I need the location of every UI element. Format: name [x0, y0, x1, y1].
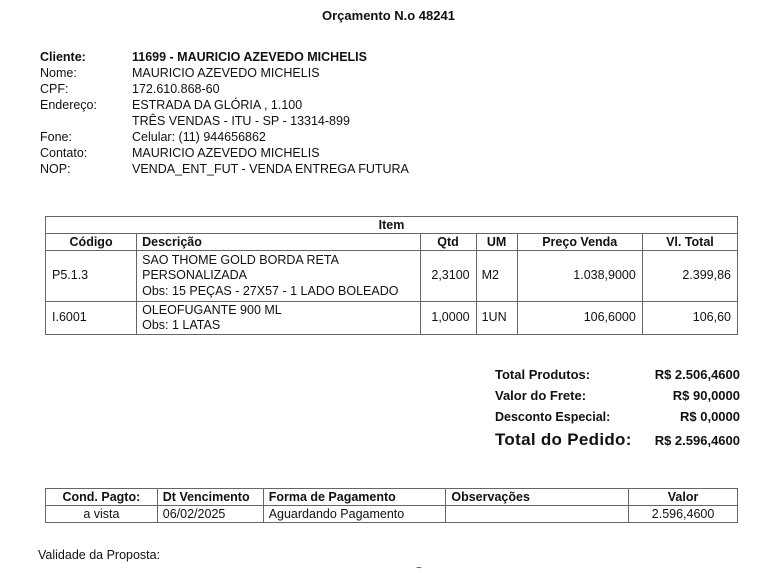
table-row — [46, 302, 738, 335]
item-total: 2.399,86 — [642, 251, 737, 302]
items-section-header — [46, 217, 738, 234]
payment-cond: a vista — [46, 506, 158, 523]
cpf-label: CPF: — [40, 82, 69, 96]
endereco-2-value: TRÊS VENDAS - ITU - SP - 13314-899 — [132, 114, 350, 128]
desconto-label: Desconto Especial: — [495, 410, 611, 424]
total-produtos-value: R$ 2.506,4600 — [654, 367, 740, 382]
col-valor: Valor — [629, 489, 738, 506]
client-row-contato — [40, 145, 409, 161]
valor-frete-value: R$ 90,0000 — [672, 388, 740, 403]
cpf-value: 172.610.868-60 — [132, 82, 220, 96]
table-row — [46, 251, 738, 302]
item-desc-obs: Obs: 1 LATAS — [142, 318, 221, 332]
desconto-row — [495, 409, 740, 430]
client-value: 11699 - MAURICIO AZEVEDO MICHELIS — [132, 50, 367, 64]
total-pedido-value: R$ 2.596,4600 — [654, 433, 740, 448]
client-label: Cliente: — [40, 50, 86, 64]
desconto-value: R$ 0,0000 — [680, 409, 740, 424]
client-row-nome — [40, 65, 409, 81]
nome-label: Nome: — [40, 66, 77, 80]
payment-headers — [46, 489, 738, 506]
item-codigo: P5.1.3 — [46, 251, 137, 302]
payment-forma: Aguardando Pagamento — [263, 506, 446, 523]
totals-block — [495, 367, 740, 456]
contato-value: MAURICIO AZEVEDO MICHELIS — [132, 146, 320, 160]
payment-obs — [446, 506, 629, 523]
table-row — [46, 506, 738, 523]
item-qtd: 1,0000 — [420, 302, 476, 335]
items-section-title: Item — [46, 217, 738, 234]
endereco-label: Endereço: — [40, 98, 97, 112]
fone-label: Fone: — [40, 130, 72, 144]
client-row-endereco-2 — [40, 113, 409, 129]
item-desc-obs: Obs: 15 PEÇAS - 27X57 - 1 LADO BOLEADO — [142, 283, 399, 298]
total-produtos-label: Total Produtos: — [495, 367, 591, 382]
client-row-cliente — [40, 49, 409, 65]
total-produtos-row — [495, 367, 740, 388]
item-preco: 1.038,9000 — [517, 251, 642, 302]
client-row-cpf — [40, 81, 409, 97]
item-total: 106,60 — [642, 302, 737, 335]
payment-vencimento: 06/02/2025 — [157, 506, 263, 523]
item-descricao — [137, 302, 420, 335]
col-preco-venda: Preço Venda — [517, 234, 642, 251]
client-row-endereco — [40, 97, 409, 113]
fone-value: Celular: (11) 944656862 — [132, 130, 266, 144]
item-desc-line: SAO THOME GOLD BORDA RETA — [142, 252, 339, 267]
col-observacoes: Observações — [446, 489, 629, 506]
endereco-value: ESTRADA DA GLÓRIA , 1.100 — [132, 98, 303, 112]
item-codigo: I.6001 — [46, 302, 137, 335]
col-qtd: Qtd — [420, 234, 476, 251]
item-um: 1UN — [476, 302, 517, 335]
item-desc-line: PERSONALIZADA — [142, 268, 248, 283]
payment-valor: 2.596,4600 — [629, 506, 738, 523]
col-forma-pagamento: Forma de Pagamento — [263, 489, 446, 506]
item-desc-line: OLEOFUGANTE 900 ML — [142, 302, 282, 317]
col-dt-vencimento: Dt Vencimento — [157, 489, 263, 506]
col-um: UM — [476, 234, 517, 251]
total-pedido-row — [495, 430, 740, 456]
nop-label: NOP: — [40, 162, 71, 176]
document-title: Orçamento N.o 48241 — [322, 8, 455, 23]
item-um: M2 — [476, 251, 517, 302]
nome-value: MAURICIO AZEVEDO MICHELIS — [132, 66, 320, 80]
col-codigo: Código — [46, 234, 137, 251]
valor-frete-label: Valor do Frete: — [495, 388, 587, 403]
valor-frete-row — [495, 388, 740, 409]
payment-table — [45, 488, 738, 523]
col-cond-pagto: Cond. Pagto: — [46, 489, 158, 506]
truncated-text-fragment: ~ — [416, 563, 422, 573]
col-descricao: Descrição — [137, 234, 420, 251]
client-info — [40, 49, 409, 177]
col-vl-total: Vl. Total — [642, 234, 737, 251]
items-column-headers — [46, 234, 738, 251]
item-descricao — [137, 251, 420, 302]
item-preco: 106,6000 — [517, 302, 642, 335]
validade-label: Validade da Proposta: — [38, 548, 161, 562]
items-table — [45, 216, 738, 335]
nop-value: VENDA_ENT_FUT - VENDA ENTREGA FUTURA — [132, 162, 409, 176]
total-pedido-label: Total do Pedido: — [495, 430, 632, 449]
item-qtd: 2,3100 — [420, 251, 476, 302]
contato-label: Contato: — [40, 146, 88, 160]
client-row-nop — [40, 161, 409, 177]
client-row-fone — [40, 129, 409, 145]
endereco-2-label — [40, 113, 132, 129]
